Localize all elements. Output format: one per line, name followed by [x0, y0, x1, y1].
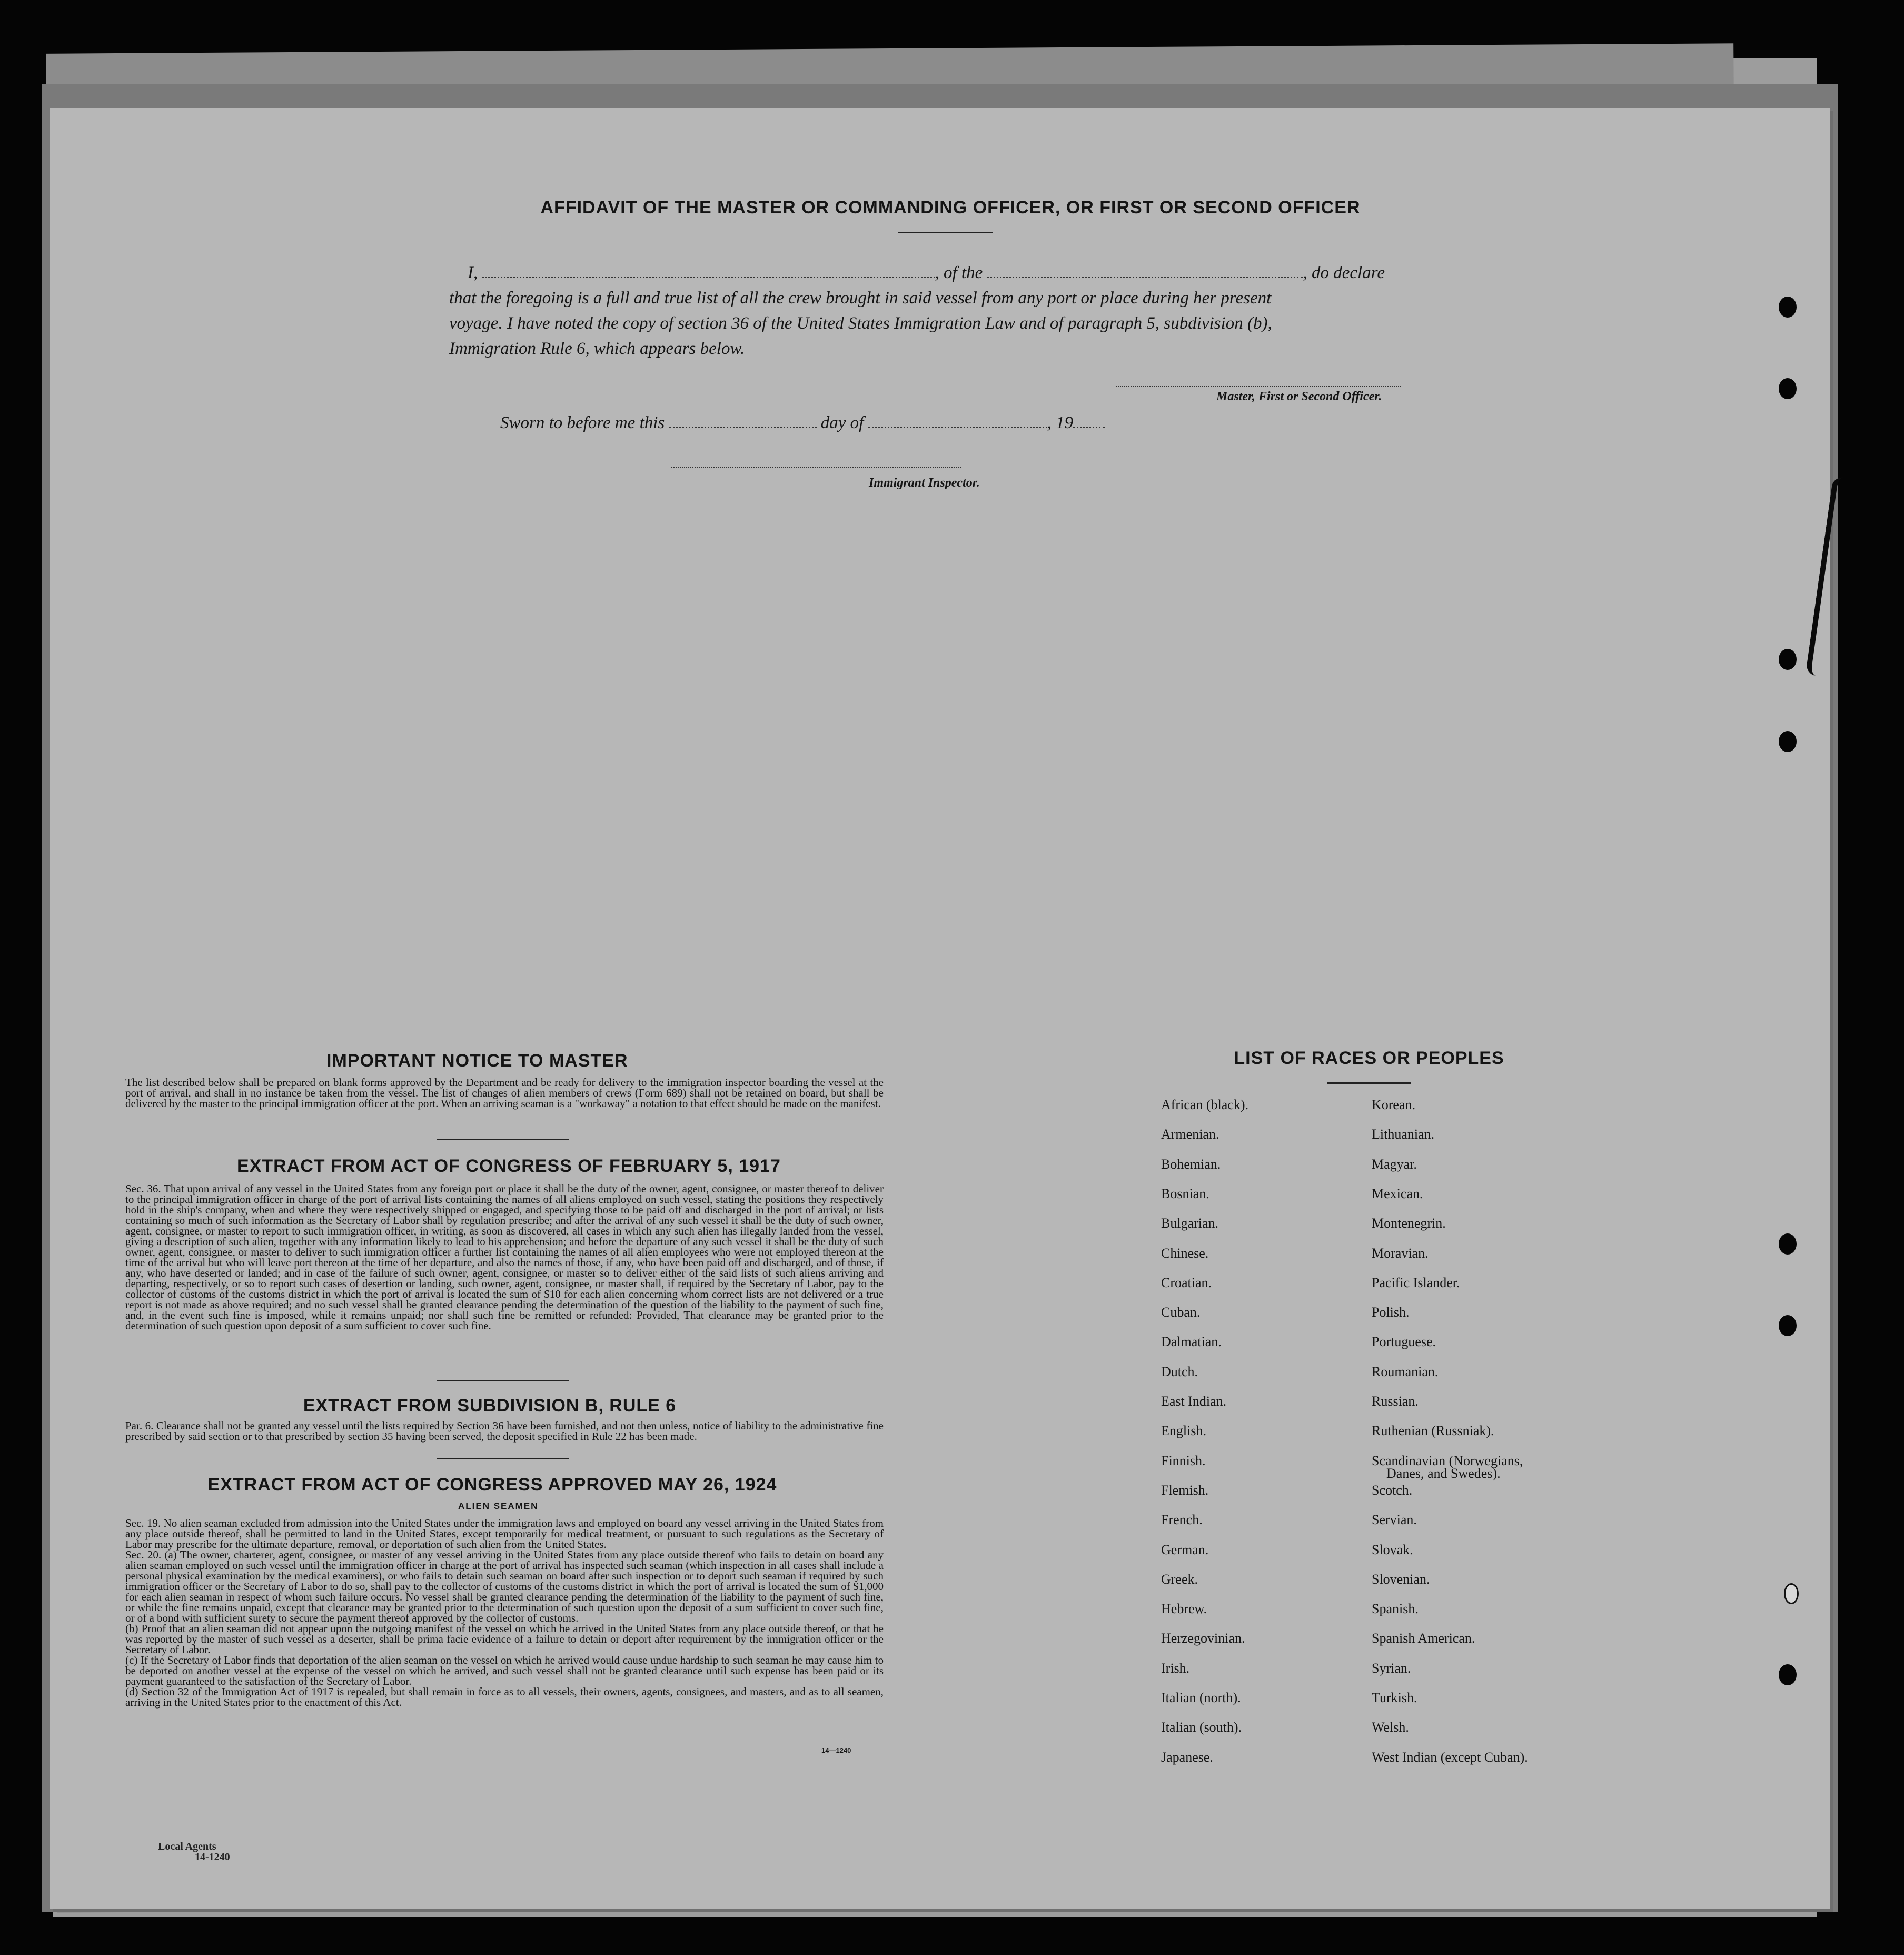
notice-rule [437, 1139, 569, 1140]
binder-hole [1779, 731, 1797, 752]
title-underline [898, 232, 993, 233]
bleed-through [1058, 474, 1069, 490]
race-item: Pacific Islander. [1372, 1275, 1460, 1290]
signature-line [1116, 386, 1401, 387]
vessel-blank [987, 276, 1303, 278]
race-item: Italian (north). [1161, 1690, 1241, 1705]
race-item: West Indian (except Cuban). [1372, 1749, 1528, 1765]
race-item: Portuguese. [1372, 1334, 1436, 1350]
sec-20c: (c) If the Secretary of Labor finds that deportation of the alien seaman on the vessel on which he arrived would cause undue hardship to such seaman he may cause him to be deported on another vessel at the expense of the vessel on which he arrived, and such vessel shall not be granted clearance until such expense has been paid or its payment guaranteed to the satisfaction of the Secretary of Labor. [125, 1654, 884, 1687]
alien-seamen-subheading: ALIEN SEAMEN [458, 1501, 539, 1511]
rule6-heading: EXTRACT FROM SUBDIVISION B, RULE 6 [303, 1396, 677, 1416]
declaration-line-4: Immigration Rule 6, which appears below. [449, 339, 745, 358]
race-item-continuation: Danes, and Swedes). [1386, 1465, 1501, 1481]
binder-hole [1779, 649, 1797, 670]
binder-hole [1779, 297, 1797, 318]
binder-hole [1784, 1583, 1799, 1604]
race-item: Greek. [1161, 1571, 1198, 1587]
sworn-day-of: day of [820, 413, 864, 432]
race-item: Spanish American. [1372, 1631, 1475, 1646]
sworn-year: , 19 [1047, 413, 1074, 432]
extract-1917-text: Sec. 36. That upon arrival of any vessel in the United States from any foreign port or place it shall be the duty of the owner, agent, consignee, or master thereof to deliver to the principal immigration officer in charge of the port of arrival lists containing the names of all aliens employed on such vessel, stating the positions they respectively hold in the ship's company, when and where they were respectively shipped or engaged, and specifying those to be paid off and discharged in the port of arrival; or lists containing so much of such information as the Secretary of Labor shall by regulation prescribe; and after the arrival of any such vessel it shall be the duty of such owner, agent, consignee, or master to report to such immigration officer, in writing, as soon as discovered, all cases in which any such alien has illegally landed from the vessel, giving a description of such alien, together with any information likely to lead to his apprehension; and before the departure of any such vessel it shall be the duty of such owner, agent, consignee, or master to deliver to such immigration officer a further list containing the names of all alien employees who were not employed thereon at the time of the arrival but who will leave port thereon at the time of her departure, and also the names of those, if any, who have been paid off and discharged, and of those, if any, who have deserted or landed; and in case of the failure of such owner, agent, consignee, or master so to deliver either of the said lists of such aliens arriving and departing, respectively, or so to report such cases of desertion or landing, such owner, agent, consignee, or master shall, if required by the Secretary of Labor, pay to the collector of customs of the customs district in which the port of arrival is located the sum of $10 for each alien concerning whom correct lists are not delivered or a true report is not made as above required; and no such vessel shall be granted clearance pending the determination of the question of the liability to the payment of such fine, and, in the event such fine is imposed, while it remains unpaid; nor shall such fine be remitted or refunded: Provided, That clearance may be granted prior to the determination of such question upon deposit of a sum sufficient to cover such fine. [125, 1183, 884, 1332]
race-item: French. [1161, 1512, 1203, 1528]
race-item: Dalmatian. [1161, 1334, 1222, 1350]
race-item: Syrian. [1372, 1660, 1411, 1676]
race-item: Dutch. [1161, 1364, 1198, 1379]
sec-20a: Sec. 20. (a) The owner, charterer, agent, consignee, or master of any vessel arriving in the United States from any place outside thereof who fails to detain on board any alien seaman employed on such vessel until the immigration officer in charge at the port of arrival has inspected such seaman (which inspection in all cases shall include a personal physical examination by the medical examiners), or who fails to detain such seaman on board after such inspection or to deport such seaman if required by such immigration officer or the Secretary of Labor to do so, shall pay to the collector of customs of the customs district in which the port of arrival is located the sum of $1,000 for each alien seaman in respect of whom such failure occurs. No vessel shall be granted clearance pending the determination of the liability to the payment of such fine, or while the fine remains unpaid, except that clearance may be granted prior to the determination of such question upon the deposit of a sum sufficient to cover such fine, or of a bond with sufficient surety to secure the payment thereof approved by the collector of customs. [125, 1548, 884, 1624]
extract-1917-rule [437, 1380, 569, 1381]
race-item: Montenegrin. [1372, 1216, 1446, 1231]
binder-hole [1779, 1233, 1797, 1255]
rule6-rule [437, 1458, 569, 1459]
notice-text: The list described below shall be prepared on blank forms approved by the Department and be ready for delivery to the immigration inspector boarding the vessel at the port of arrival, and shall in no instance be taken from the vessel. The list of changes of alien members of crews (Form 689) shall not be retained on board, but shall be delivered by the master to the principal immigration officer at the port. When an arriving seaman is a "workaway" a notation to that effect should be made on the manifest. [125, 1076, 884, 1110]
sworn-year-blank [1073, 426, 1105, 428]
sec-20d: (d) Section 32 of the Immigration Act of 1917 is repealed, but shall remain in force as to all vessels, their owners, agents, consignees, and masters, and as to all seamen, arriving in the United States prior to the enactment of this Act. [125, 1685, 884, 1709]
sworn-month-blank [868, 426, 1047, 428]
sec-20b: (b) Proof that an alien seaman did not appear upon the outgoing manifest of the vessel on which he arrived in the United States from any place outside thereof, or that he was reported by the master of such vessel as a deserter, shall be prima facie evidence of a failure to detain or deport after requirement by the immigration officer or the Secretary of Labor. [125, 1622, 884, 1656]
race-item: Polish. [1372, 1305, 1410, 1320]
races-heading: LIST OF RACES OR PEOPLES [1234, 1048, 1504, 1068]
race-item: Finnish. [1161, 1453, 1206, 1468]
race-item: Moravian. [1372, 1245, 1429, 1261]
affidavit-title: AFFIDAVIT OF THE MASTER OR COMMANDING OFFICER, OR FIRST OR SECOND OFFICER [540, 198, 1361, 218]
sec-19: Sec. 19. No alien seaman excluded from admission into the United States under the immigration laws and employed on board any vessel arriving in the United States from any place outside thereof, shall be permitted to land in the United States, except temporarily for medical treatment, or pursuant to such regulations as the Secretary of Labor may prescribe for the ultimate departure, removal, or deportation of such alien from the United States. [125, 1517, 884, 1551]
declaration-do-declare: , do declare [1303, 263, 1385, 282]
race-item: Flemish. [1161, 1482, 1209, 1498]
name-blank [482, 276, 935, 278]
race-item: Welsh. [1372, 1720, 1409, 1735]
race-item: Croatian. [1161, 1275, 1212, 1290]
race-item: Hebrew. [1161, 1601, 1207, 1617]
race-item: Bosnian. [1161, 1186, 1209, 1201]
race-item: Turkish. [1372, 1690, 1417, 1705]
race-item: Servian. [1372, 1512, 1417, 1528]
race-item: Ruthenian (Russniak). [1372, 1423, 1494, 1439]
races-underline [1327, 1082, 1411, 1084]
declaration-line-2: that the foregoing is a full and true list of all the crew brought in said vessel from any port or place during her present [449, 289, 1272, 308]
race-item: Russian. [1372, 1394, 1419, 1409]
declaration-line-3: voyage. I have noted the copy of section 36 of the United States Immigration Law and of paragraph 5, subdivision (b), [449, 314, 1272, 333]
race-item: Herzegovinian. [1161, 1631, 1245, 1646]
race-item: Lithuanian. [1372, 1127, 1435, 1142]
notice-heading: IMPORTANT NOTICE TO MASTER [326, 1051, 628, 1071]
race-item: Japanese. [1161, 1749, 1213, 1765]
race-item: Slovenian. [1372, 1571, 1430, 1587]
race-item: Mexican. [1372, 1186, 1423, 1201]
declaration-of-the: , of the [935, 263, 983, 282]
race-item: Korean. [1372, 1097, 1416, 1112]
footer-line-2: 14-1240 [195, 1851, 230, 1863]
signature-caption: Master, First or Second Officer. [1216, 390, 1382, 403]
race-item: Bulgarian. [1161, 1216, 1219, 1231]
race-item: Scotch. [1372, 1482, 1413, 1498]
extract-1917-heading: EXTRACT FROM ACT OF CONGRESS OF FEBRUARY 5, 1917 [237, 1156, 781, 1176]
race-item: Slovak. [1372, 1542, 1413, 1557]
sworn-prefix: Sworn to before me this [500, 413, 665, 432]
race-item: Cuban. [1161, 1305, 1201, 1320]
rule6-text: Par. 6. Clearance shall not be granted any vessel until the lists required by Section 36 have been furnished, and not then unless, notice of liability to the administrative fine prescribed by said section or to that prescribed by section 35 having been served, the deposit specified in Rule 22 has been made. [125, 1419, 884, 1443]
sworn-line [500, 413, 1105, 433]
race-item: English. [1161, 1423, 1206, 1439]
form-number: 14—1240 [821, 1746, 851, 1754]
race-item: Magyar. [1372, 1156, 1417, 1172]
binder-hole [1779, 1315, 1797, 1336]
extract-1924-text [125, 1518, 884, 1707]
inspector-line [671, 467, 961, 468]
extract-1924-heading: EXTRACT FROM ACT OF CONGRESS APPROVED MAY 26, 1924 [207, 1475, 777, 1495]
binder-hole [1779, 378, 1797, 399]
footer-line-1: Local Agents [158, 1841, 216, 1852]
race-item: East Indian. [1161, 1394, 1227, 1409]
race-item: Italian (south). [1161, 1720, 1242, 1735]
declaration-line-1 [468, 263, 1385, 283]
race-item: Scandinavian (Norwegians, [1372, 1453, 1523, 1468]
binder-hole [1779, 1664, 1797, 1685]
race-item: Roumanian. [1372, 1364, 1439, 1379]
race-item: Spanish. [1372, 1601, 1419, 1617]
sworn-date-blank [669, 426, 817, 428]
declaration-i: I, [468, 263, 478, 282]
inspector-caption: Immigrant Inspector. [869, 476, 980, 490]
race-item: Bohemian. [1161, 1156, 1221, 1172]
footer-stamp [158, 1841, 230, 1862]
race-item: Chinese. [1161, 1245, 1209, 1261]
race-item: African (black). [1161, 1097, 1249, 1112]
race-item: Armenian. [1161, 1127, 1219, 1142]
race-item: German. [1161, 1542, 1209, 1557]
race-item: Irish. [1161, 1660, 1190, 1676]
